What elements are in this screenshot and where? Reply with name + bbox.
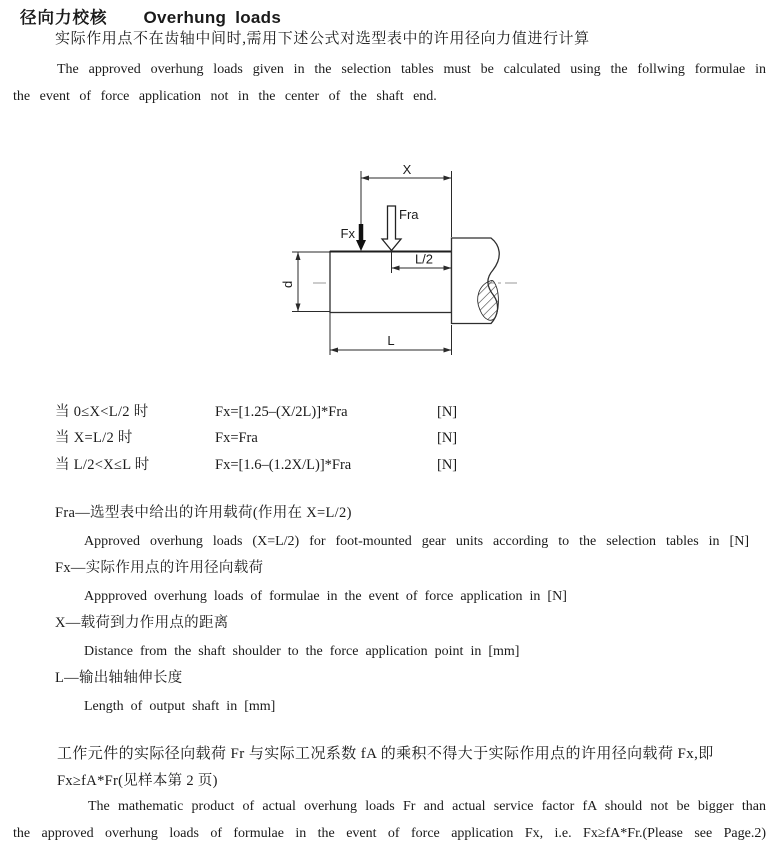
page-title [20, 4, 281, 28]
definition-desc-l: Length of output shaft in [mm] [84, 698, 276, 714]
page-title-en: Overhung loads [143, 8, 282, 27]
intro-en-line2: the event of force application not in the center of the shaft end. [13, 88, 437, 104]
shaft-diagram [270, 155, 550, 360]
formula-condition: 当 L/2<X≤L 时 [55, 456, 150, 473]
formula-expression: Fx=[1.6–(1.2X/L)]*Fra [215, 456, 352, 473]
footer-en-line2: the approved overhung loads of formulae in the event of force application Fx, i.e. Fx≥fA*Fr.(Please see Page.2) [13, 825, 766, 841]
dimension-x [361, 171, 452, 237]
dimension-d [292, 252, 330, 312]
definition-desc-fra: Approved overhung loads (X=L/2) for foot-mounted gear units according to the selection tables in [N] [84, 533, 749, 549]
page-title-zh: 径向力校核 [20, 9, 108, 27]
fx-label: Fx [340, 226, 355, 241]
formula-unit: [N] [437, 404, 458, 420]
footer-zh-line1: 工作元件的实际径向载荷 Fr 与实际工况系数 fA 的乘积不得大于实际作用点的许用径向载荷 Fx,即 [57, 746, 714, 762]
footer-en-line1: The mathematic product of actual overhung loads Fr and actual service factor fA should not be bigger than [88, 799, 766, 814]
intro-paragraph-zh: 实际作用点不在齿轴中间时,需用下述公式对选型表中的许用径向力值进行计算 [55, 31, 590, 47]
formula-table [55, 400, 477, 479]
dimension-d-label: d [280, 280, 295, 288]
dimension-l-label: L [387, 333, 395, 348]
housing-shoulder [452, 238, 500, 324]
footer-zh-line2: Fx≥fA*Fr(见样本第 2 页) [57, 772, 218, 789]
dimension-l2-label: L/2 [414, 251, 434, 267]
fx-force-arrow [356, 224, 366, 251]
formula-expression: Fx=Fra [215, 430, 258, 447]
intro-en-line1: The approved overhung loads given in the selection tables must be calculated using the follwing formulae in [57, 62, 766, 77]
footer-paragraph-en [13, 794, 766, 847]
definition-desc-fx: Appproved overhung loads of formulae in the event of force application in [N] [84, 588, 567, 604]
definition-term-l: L—输出轴轴伸长度 [55, 670, 183, 686]
shaft-body [330, 252, 452, 313]
formula-unit: [N] [437, 456, 458, 473]
definition-desc-x: Distance from the shaft shoulder to the force application point in [mm] [84, 643, 520, 659]
intro-paragraph-en [13, 57, 766, 110]
definition-term-fra: Fra—选型表中给出的许用载荷(作用在 X=L/2) [55, 505, 352, 521]
formula-row [55, 400, 477, 426]
formula-unit: [N] [437, 430, 458, 447]
formula-condition: 当 0≤X<L/2 时 [55, 404, 149, 420]
dimension-x-label: X [402, 162, 412, 177]
formula-row [55, 453, 477, 479]
definition-term-x: X—载荷到力作用点的距离 [55, 615, 229, 631]
fra-label: Fra [399, 207, 419, 222]
formula-row [55, 426, 477, 452]
footer-paragraphs [0, 741, 780, 847]
definition-list [0, 500, 780, 720]
definition-term-fx: Fx—实际作用点的许用径向载荷 [55, 560, 264, 576]
formula-condition: 当 X=L/2 时 [55, 430, 133, 447]
formula-expression: Fx=[1.25–(X/2L)]*Fra [215, 404, 348, 420]
